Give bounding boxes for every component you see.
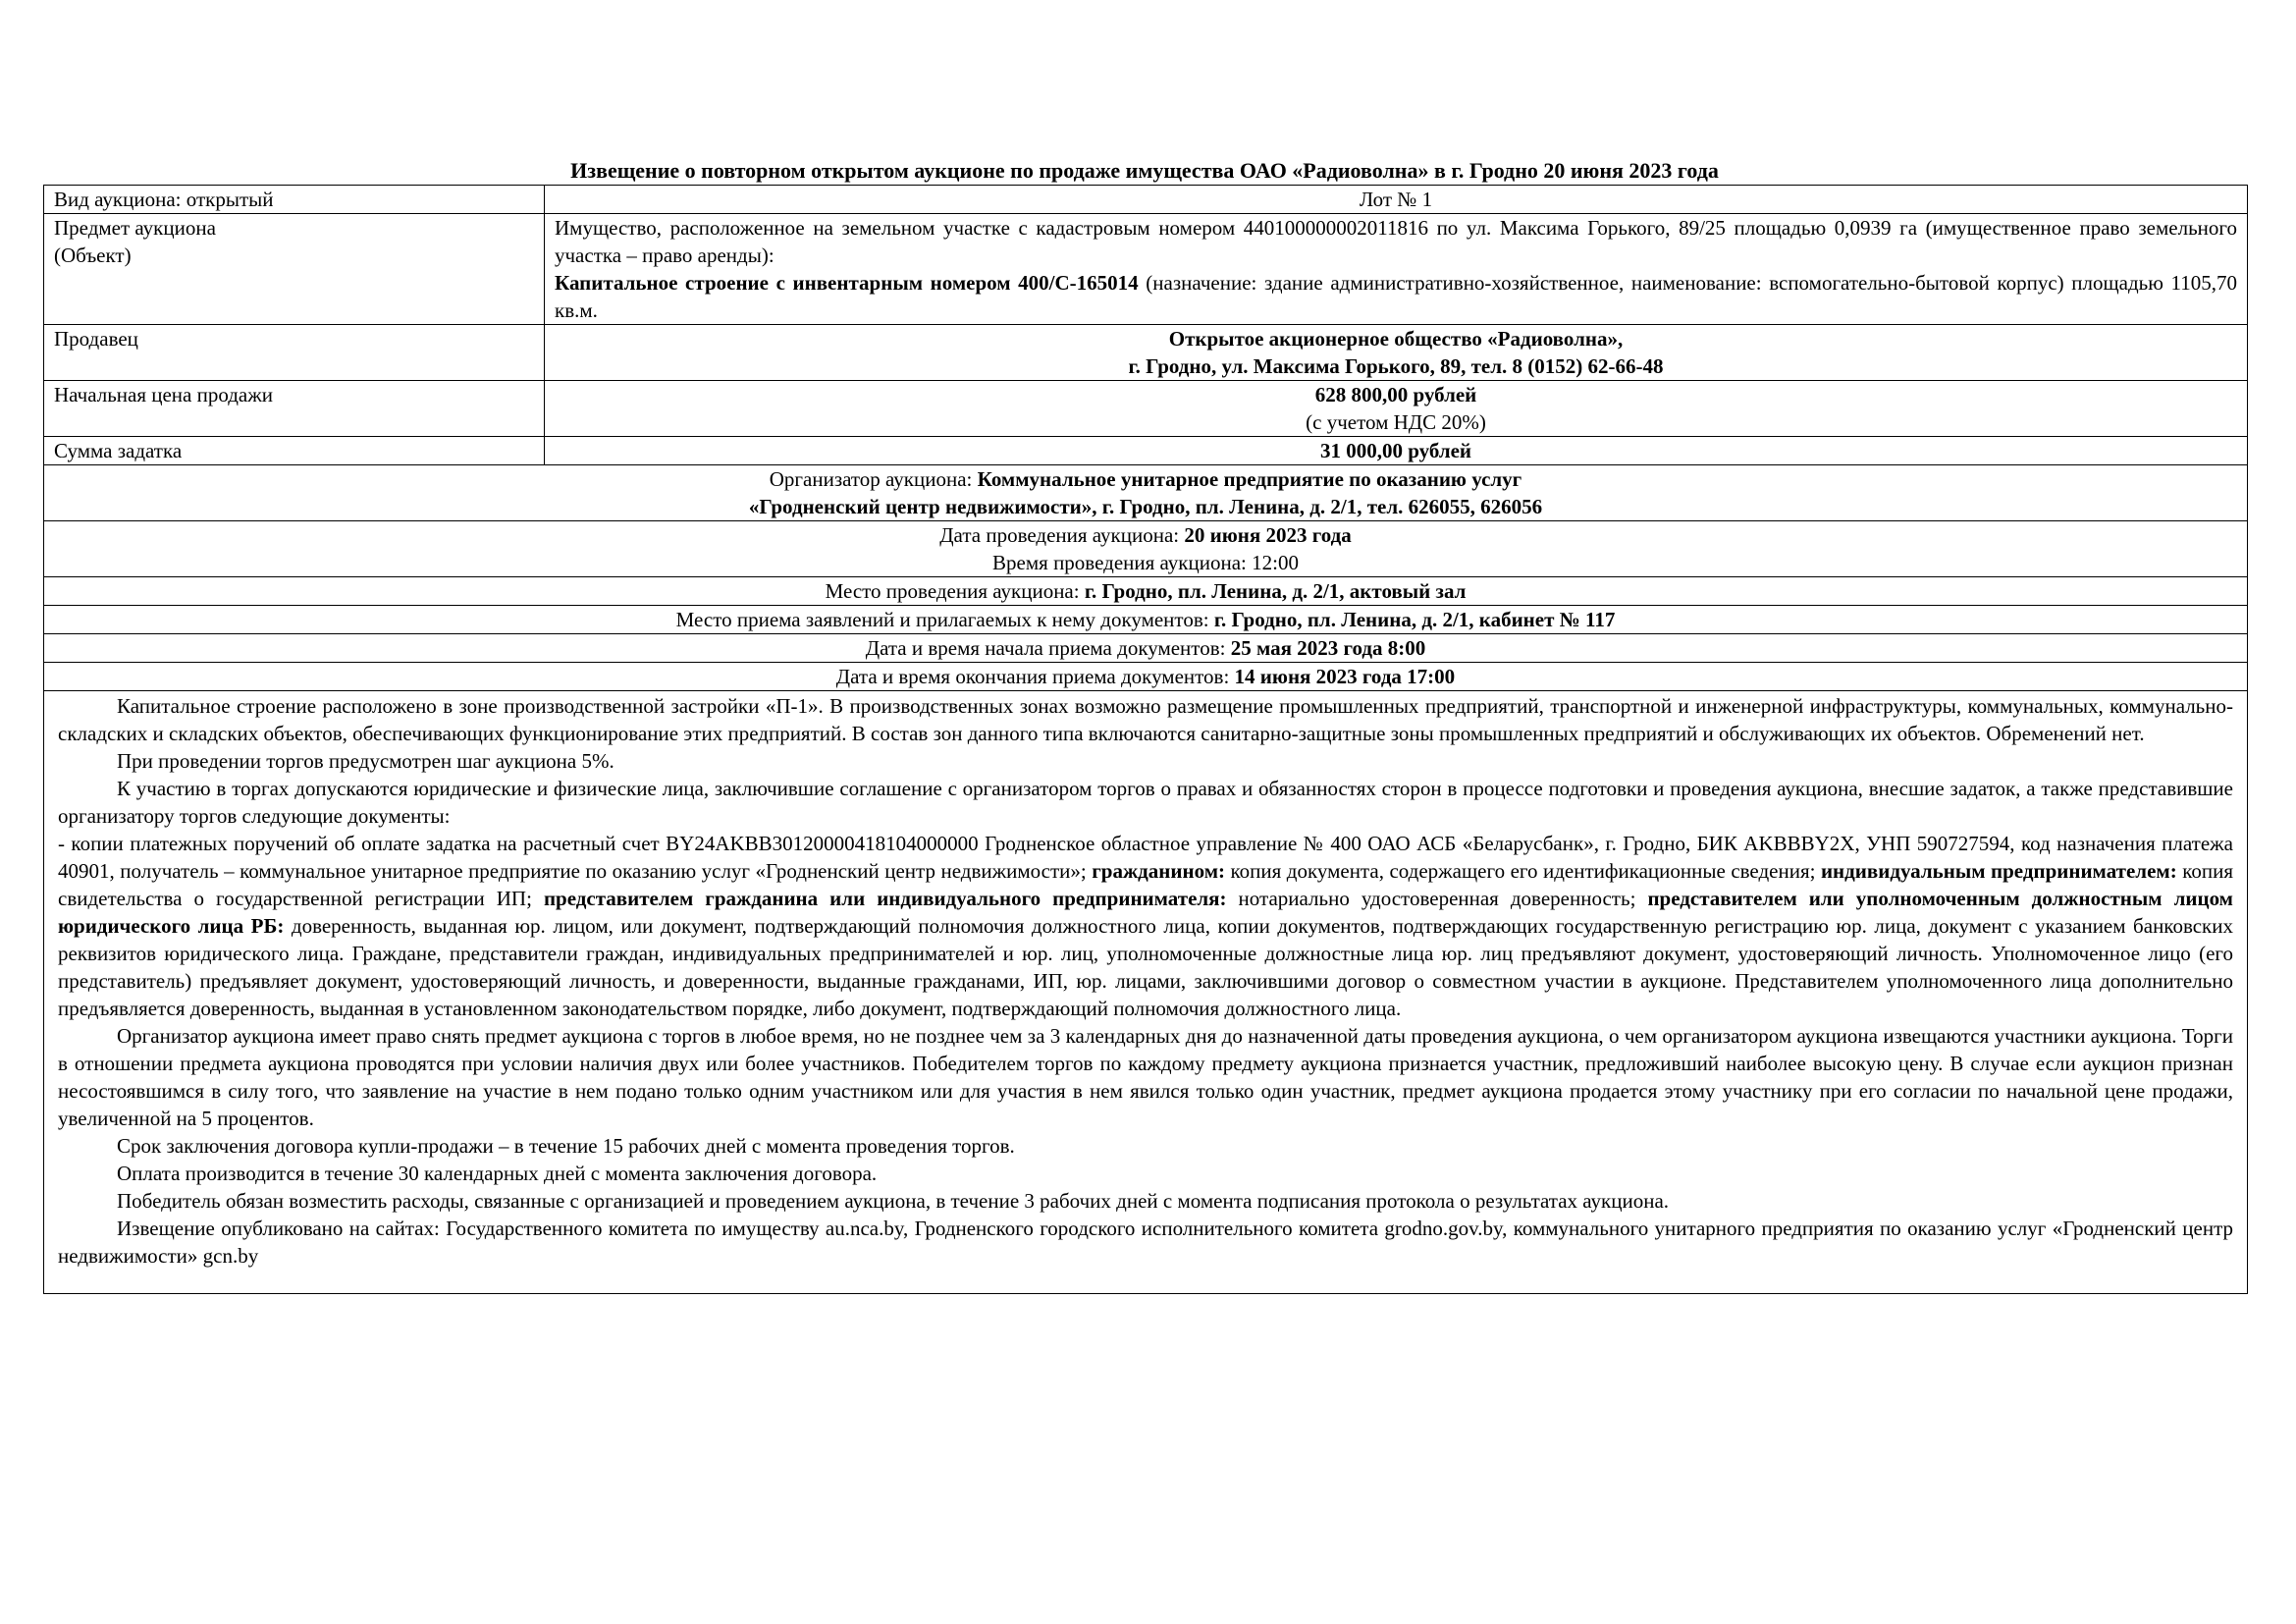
subject-building-details: (назначение: здание административно-хозяйственное, наименование: вспомогательно-бытовой корпус) площадью 1105,70 кв.м. [555, 271, 2237, 322]
auction-type-label: Вид аукциона: открытый [44, 186, 545, 214]
paragraph-zone: Капитальное строение расположено в зоне производственной застройки «П-1». В производственных зонах возможно размещение промышленных предприятий, транспортной и инженерной инфраструктуры, коммунальных, коммунально-складских и складских объектов, обеспечивающих функционирование этих предприятий. В состав зон данного типа включаются санитарно-защитные зоны промышленных предприятий и обслуживающих их объектов. Обременений нет. [58, 694, 2233, 745]
documents-entrepreneur-heading: индивидуальным предпринимателем: [1820, 859, 2177, 883]
seller-name: Открытое акционерное общество «Радиоволна», [1168, 327, 1624, 351]
deposit-label: Сумма задатка [44, 437, 545, 465]
start-price-note: (с учетом НДС 20%) [1306, 410, 1486, 434]
auction-date-row [44, 521, 2248, 577]
documents-citizen-text: копия документа, содержащего его идентификационные сведения; [1225, 859, 1821, 883]
conditions-cell [44, 691, 2248, 1294]
auction-subject-row [44, 214, 2248, 325]
paragraph-payment: Оплата производится в течение 30 календарных дней с момента заключения договора. [117, 1162, 878, 1185]
seller-row [44, 325, 2248, 381]
documents-entrepreneur-text: копия свидетельства о государственной регистрации ИП; [58, 859, 2233, 910]
auction-place-label: Место проведения аукциона: [825, 579, 1085, 603]
lot-number: Лот № 1 [545, 186, 2248, 214]
applications-place-cell [44, 606, 2248, 634]
paragraph-participants: К участию в торгах допускаются юридические и физические лица, заключившие соглашение с организатором торгов о правах и обязанностях сторон в процессе подготовки и проведения аукциона, внесшие задаток, а также представившие организатору торгов следующие документы: [58, 777, 2233, 828]
documents-representative-text: нотариально удостоверенная доверенность; [1226, 887, 1648, 910]
applications-place-value: г. Гродно, пл. Ленина, д. 2/1, кабинет № 117 [1213, 608, 1616, 631]
deposit-row [44, 437, 2248, 465]
organizer-cell [44, 465, 2248, 521]
auction-time: Время проведения аукциона: 12:00 [992, 551, 1299, 574]
start-price-value-cell [545, 381, 2248, 437]
paragraph-expenses: Победитель обязан возместить расходы, связанные с организацией и проведением аукциона, в течение 3 рабочих дней с момента подписания протокола о результатах аукциона. [117, 1189, 1670, 1213]
applications-place-label: Место приема заявлений и прилагаемых к нему документов: [675, 608, 1214, 631]
auction-place-value: г. Гродно, пл. Ленина, д. 2/1, актовый зал [1084, 579, 1467, 603]
start-price-row [44, 381, 2248, 437]
documents-legal-entity-text: доверенность, выданная юр. лицом, или документ, подтверждающий полномочия должностного лица, копии документов, подтверждающих государственную регистрацию юр. лица, документ с указанием банковских реквизитов юридического лица. Граждане, представители граждан, индивидуальных предпринимателей и юр. лиц, уполномоченные должностные лица юр. лиц предъявляют документ, удостоверяющий личность. Уполномоченное лицо (его представитель) предъявляет документ, удостоверяющий личность, и доверенности, выданные гражданами, ИП, юр. лицами, заключившими договор о совместном участии в аукционе. Представителем уполномоченного лица дополнительно предъявляется доверенность, выданная в установленном законодательством порядке, либо документ, подтверждающий полномочия должностного лица. [58, 914, 2233, 1020]
start-date-label: Дата и время начала приема документов: [865, 636, 1231, 660]
end-date-cell [44, 663, 2248, 691]
seller-value [545, 325, 2248, 381]
auction-place-row [44, 577, 2248, 606]
paragraph-step: При проведении торгов предусмотрен шаг аукциона 5%. [117, 749, 614, 773]
notice-title: Извещение о повторном открытом аукционе по продаже имущества ОАО «Радиоволна» в г. Гродно 20 июня 2023 года [570, 158, 1719, 183]
organizer-label: Организатор аукциона: [769, 467, 978, 491]
auction-date-value: 20 июня 2023 года [1184, 523, 1352, 547]
start-date-value: 25 мая 2023 года 8:00 [1230, 636, 1426, 660]
start-price-value: 628 800,00 рублей [1314, 383, 1477, 406]
start-date-row [44, 634, 2248, 663]
auction-subject-description [545, 214, 2248, 325]
paragraph-documents [58, 830, 2233, 1022]
subject-property-text: Имущество, расположенное на земельном участке с кадастровым номером 440100000002011816 по ул. Максима Горького, 89/25 площадью 0,0939 га (имущественное право земельного участка – право аренды): [555, 216, 2237, 267]
auction-type-row [44, 186, 2248, 214]
start-price-label: Начальная цена продажи [44, 381, 545, 437]
organizer-name-line1: Коммунальное унитарное предприятие по оказанию услуг [977, 467, 1522, 491]
paragraph-contract-term: Срок заключения договора купли-продажи – в течение 15 рабочих дней с момента проведения торгов. [117, 1134, 1015, 1158]
subject-label-line1: Предмет аукциона [54, 216, 216, 240]
end-date-value: 14 июня 2023 года 17:00 [1234, 665, 1456, 688]
auction-place-cell [44, 577, 2248, 606]
applications-place-row [44, 606, 2248, 634]
documents-representative-heading: представителем гражданина или индивидуального предпринимателя: [543, 887, 1227, 910]
seller-label: Продавец [44, 325, 545, 381]
conditions-row [44, 691, 2248, 1294]
auction-date-cell [44, 521, 2248, 577]
documents-legal-entity-heading: представителем или уполномоченным должностным лицом юридического лица РБ: [58, 887, 2233, 938]
end-date-label: Дата и время окончания приема документов: [835, 665, 1235, 688]
end-date-row [44, 663, 2248, 691]
deposit-value: 31 000,00 рублей [1319, 439, 1472, 462]
subject-label-line2: (Объект) [54, 244, 132, 267]
auction-subject-label [44, 214, 545, 325]
seller-address: г. Гродно, ул. Максима Горького, 89, тел. 8 (0152) 62-66-48 [1128, 354, 1664, 378]
documents-payment-text: - копии платежных поручений об оплате задатка на расчетный счет BY24AKBB30120000418104000000 Гродненское областное управление № 400 ОАО АСБ «Беларусбанк», г. Гродно, БИК AKBBBY2X, УНП 590727594, код назначения платежа 40901, получатель – коммунальное унитарное предприятие по оказанию услуг «Гродненский центр недвижимости»; [58, 832, 2233, 883]
deposit-value-cell [545, 437, 2248, 465]
organizer-name-line2: «Гродненский центр недвижимости», г. Гродно, пл. Ленина, д. 2/1, тел. 626055, 626056 [748, 495, 1543, 518]
start-date-cell [44, 634, 2248, 663]
auction-date-label: Дата проведения аукциона: [939, 523, 1185, 547]
documents-citizen-heading: гражданином: [1092, 859, 1225, 883]
subject-building-title: Капитальное строение с инвентарным номером 400/С-165014 [555, 271, 1139, 295]
organizer-row [44, 465, 2248, 521]
paragraph-organizer-rights: Организатор аукциона имеет право снять предмет аукциона с торгов в любое время, но не позднее чем за 3 календарных дня до назначенной даты проведения аукциона, о чем организатором аукциона извещаются участники аукциона. Торги в отношении предмета аукциона проводятся при условии наличия двух или более участников. Победителем торгов по каждому предмету аукциона признается участник, предложивший наиболее высокую цену. В случае если аукцион признан несостоявшимся в силу того, что заявление на участие в нем подано только одним участником или для участия в нем явился только один участник, предмет аукциона продается этому участнику при его согласии по начальной цене продажи, увеличенной на 5 процентов. [58, 1024, 2233, 1130]
paragraph-published: Извещение опубликовано на сайтах: Государственного комитета по имуществу au.nca.by, Гродненского городского исполнительного комитета grodno.gov.by, коммунального унитарного предприятия по оказанию услуг «Гродненский центр недвижимости» gcn.by [58, 1217, 2233, 1268]
notice-table [43, 185, 2248, 1294]
